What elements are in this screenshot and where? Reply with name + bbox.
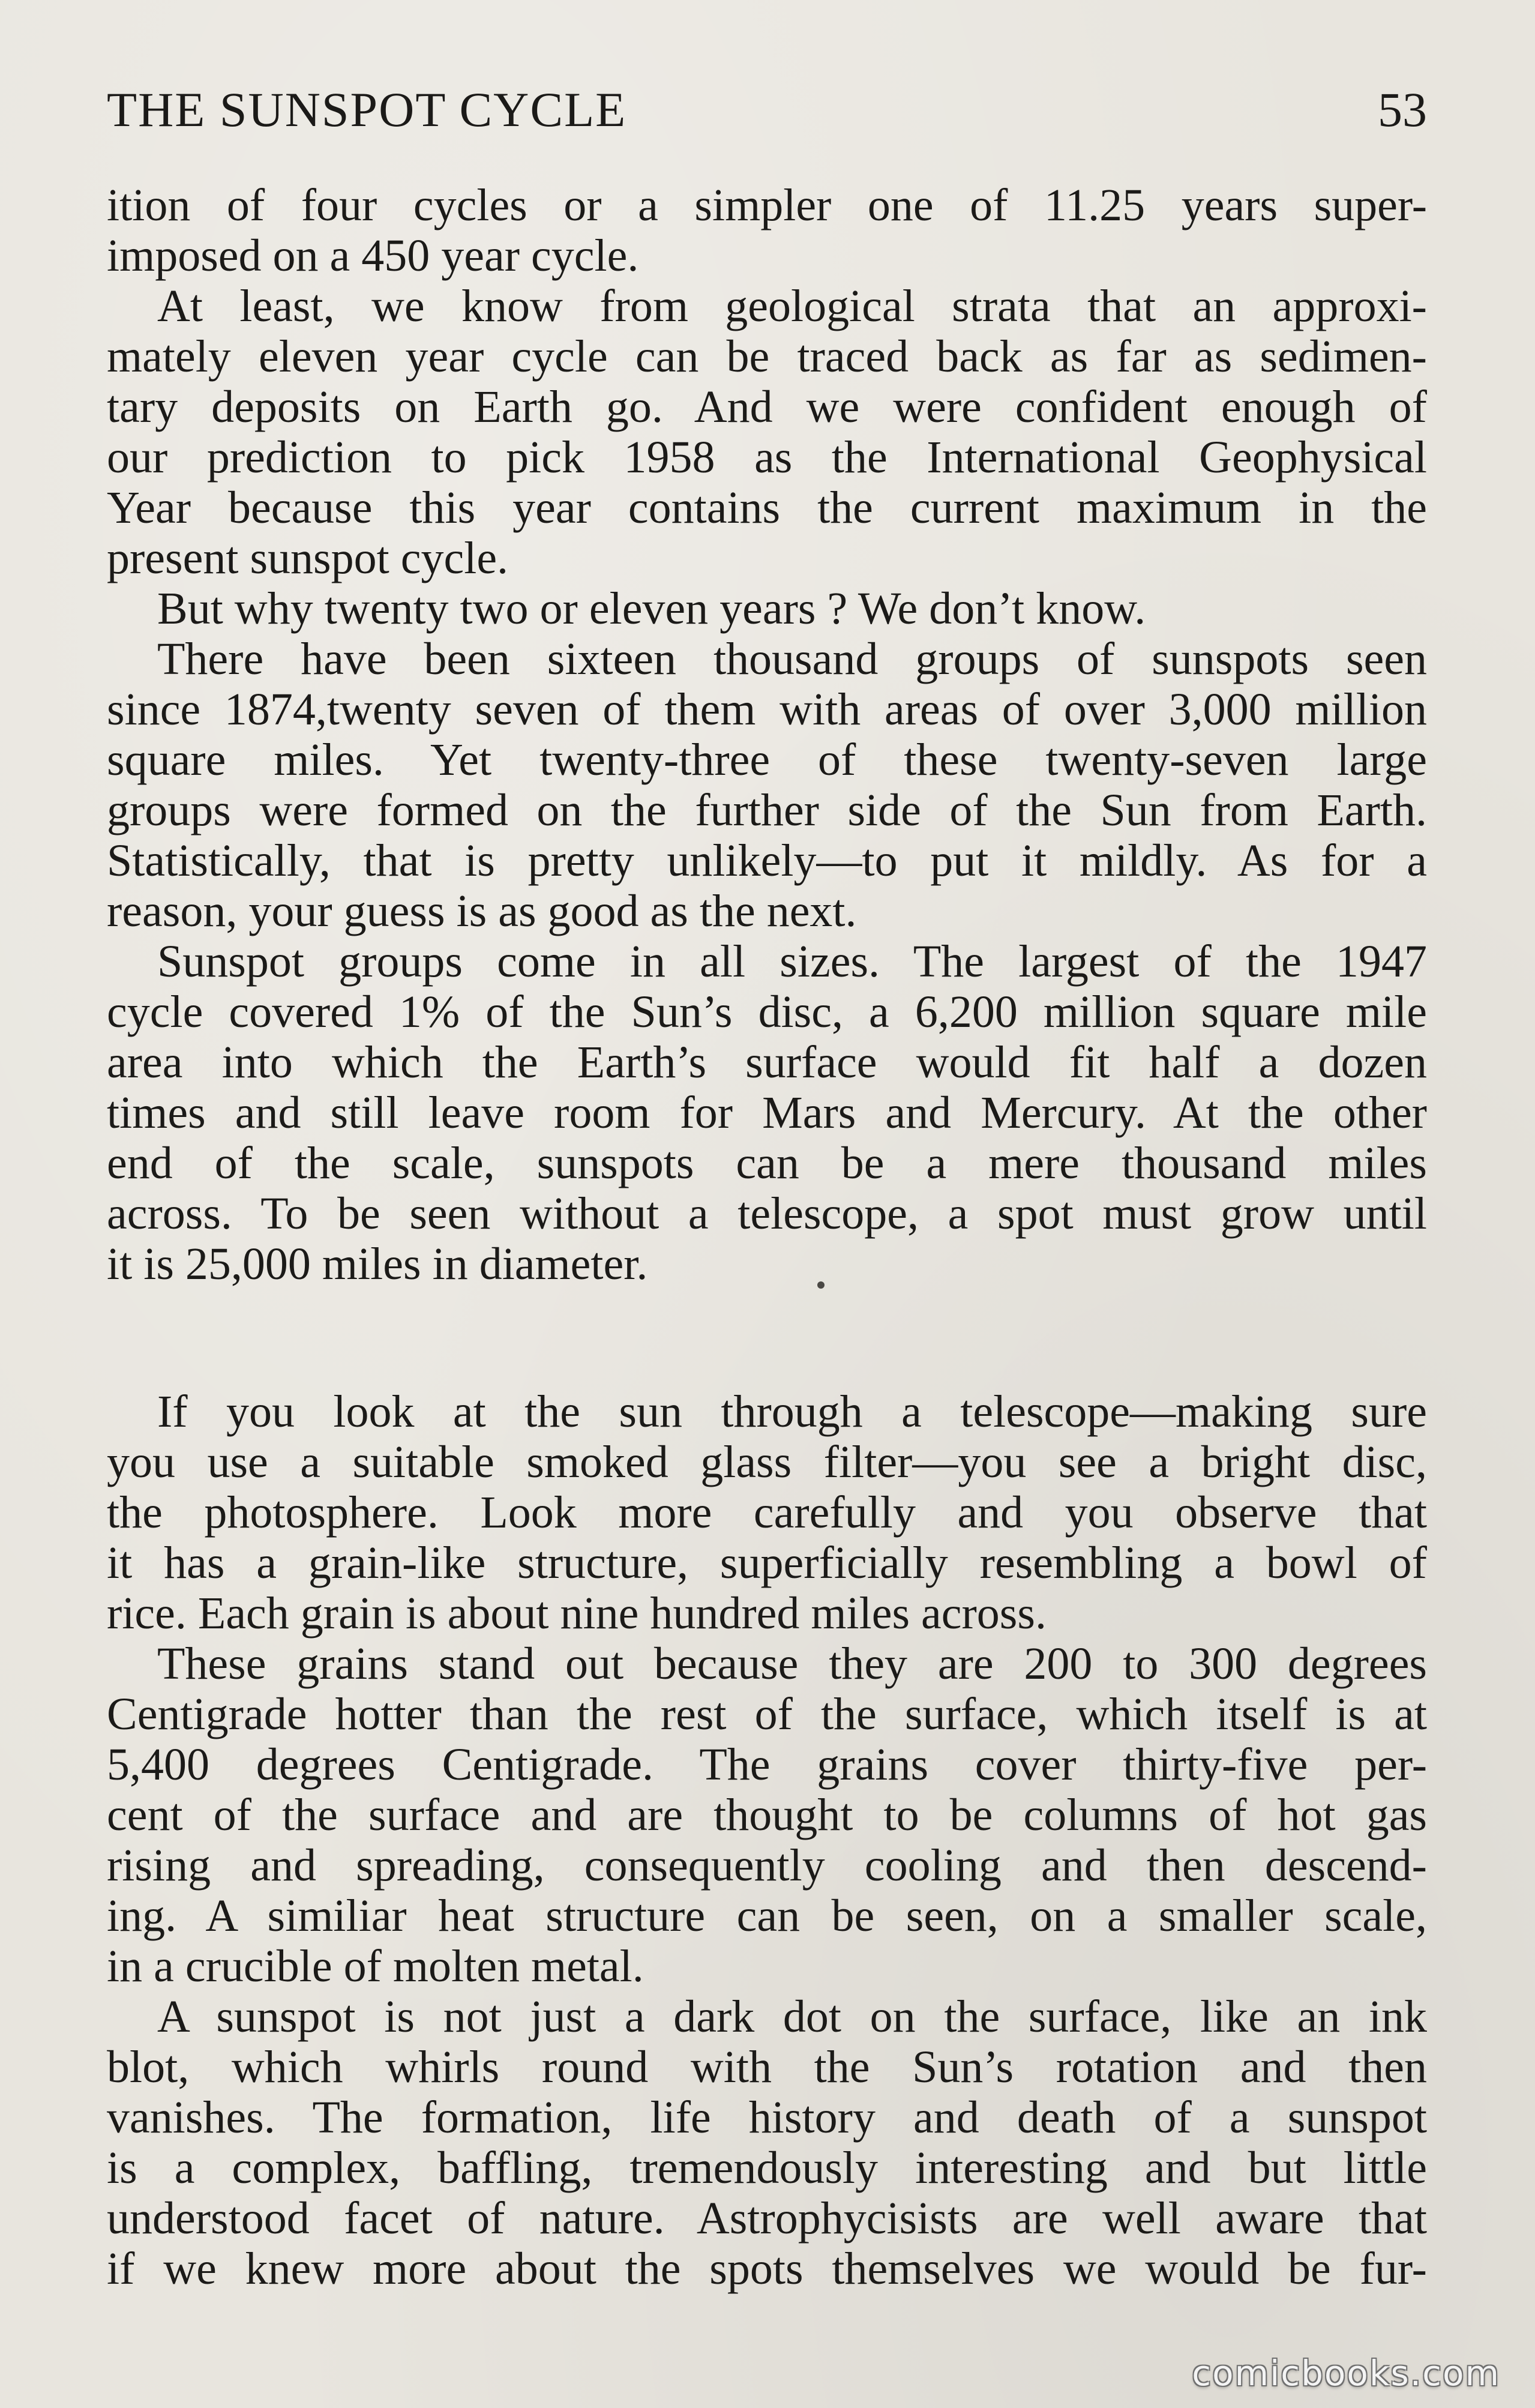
text-line: area into which the Earth’s surface would fit half a dozen (107, 1037, 1427, 1088)
text-line: Year because this year contains the current maximum in the (107, 483, 1427, 533)
text-line: understood facet of nature. Astrophycisists are well aware that (107, 2193, 1427, 2244)
text-line: ing. A similiar heat structure can be seen, on a smaller scale, (107, 1891, 1427, 1941)
text-line: Centigrade hotter than the rest of the surface, which itself is at (107, 1689, 1427, 1739)
text-line: Statistically, that is pretty unlikely—to put it mildly. As for a (107, 835, 1427, 886)
text-line: end of the scale, sunspots can be a mere thousand miles (107, 1138, 1427, 1188)
text-line: the photosphere. Look more carefully and you observe that (107, 1487, 1427, 1538)
text-line: since 1874,twenty seven of them with areas of over 3,000 million (107, 684, 1427, 735)
text-line: groups were formed on the further side of the Sun from Earth. (107, 785, 1427, 835)
text-line: Sunspot groups come in all sizes. The largest of the 1947 (157, 936, 1427, 987)
text-line: reason, your guess is as good as the next. (107, 886, 857, 936)
text-line: vanishes. The formation, life history and death of a sunspot (107, 2092, 1427, 2143)
text-line: square miles. Yet twenty-three of these twenty-seven large (107, 735, 1427, 785)
text-line: you use a suitable smoked glass filter—you see a bright disc, (107, 1437, 1427, 1487)
text-line: But why twenty two or eleven years ? We don’t know. (157, 583, 1146, 634)
text-line: in a crucible of molten metal. (107, 1941, 644, 1991)
ink-speck (817, 1281, 825, 1289)
text-line: mately eleven year cycle can be traced back as far as sedimen- (107, 331, 1427, 382)
text-line: cent of the surface and are thought to be columns of hot gas (107, 1790, 1427, 1840)
text-line: A sunspot is not just a dark dot on the surface, like an ink (157, 1991, 1427, 2042)
text-line: present sunspot cycle. (107, 533, 509, 583)
text-line: is a complex, baffling, tremendously interesting and but little (107, 2143, 1427, 2193)
text-line: our prediction to pick 1958 as the International Geophysical (107, 432, 1427, 483)
text-line: tary deposits on Earth go. And we were confident enough of (107, 382, 1427, 432)
text-line: times and still leave room for Mars and Mercury. At the other (107, 1088, 1427, 1138)
text-line: across. To be seen without a telescope, a spot must grow until (107, 1188, 1427, 1239)
running-head (107, 77, 1427, 143)
text-line: rising and spreading, consequently cooling and then descend- (107, 1840, 1427, 1891)
text-line: if we knew more about the spots themselves we would be fur- (107, 2244, 1427, 2294)
site-watermark: comicbooks.com (1192, 2353, 1500, 2394)
text-line: If you look at the sun through a telescope—making sure (157, 1386, 1427, 1437)
text-line: At least, we know from geological strata that an approxi- (157, 281, 1427, 331)
text-line: There have been sixteen thousand groups of sunspots seen (157, 634, 1427, 684)
text-line: rice. Each grain is about nine hundred miles across. (107, 1588, 1047, 1639)
chapter-title: THE SUNSPOT CYCLE (107, 82, 627, 137)
text-line: blot, which whirls round with the Sun’s rotation and then (107, 2042, 1427, 2092)
text-line: imposed on a 450 year cycle. (107, 230, 639, 281)
text-line: 5,400 degrees Centigrade. The grains cover thirty-five per- (107, 1739, 1427, 1790)
text-line: it has a grain-like structure, superficially resembling a bowl of (107, 1538, 1427, 1588)
text-line: These grains stand out because they are 200 to 300 degrees (157, 1639, 1427, 1689)
page-number: 53 (1378, 82, 1427, 137)
text-line: ition of four cycles or a simpler one of 11.25 years super- (107, 180, 1427, 230)
text-line: cycle covered 1% of the Sun’s disc, a 6,200 million square mile (107, 987, 1427, 1037)
text-line: it is 25,000 miles in diameter. (107, 1239, 648, 1289)
